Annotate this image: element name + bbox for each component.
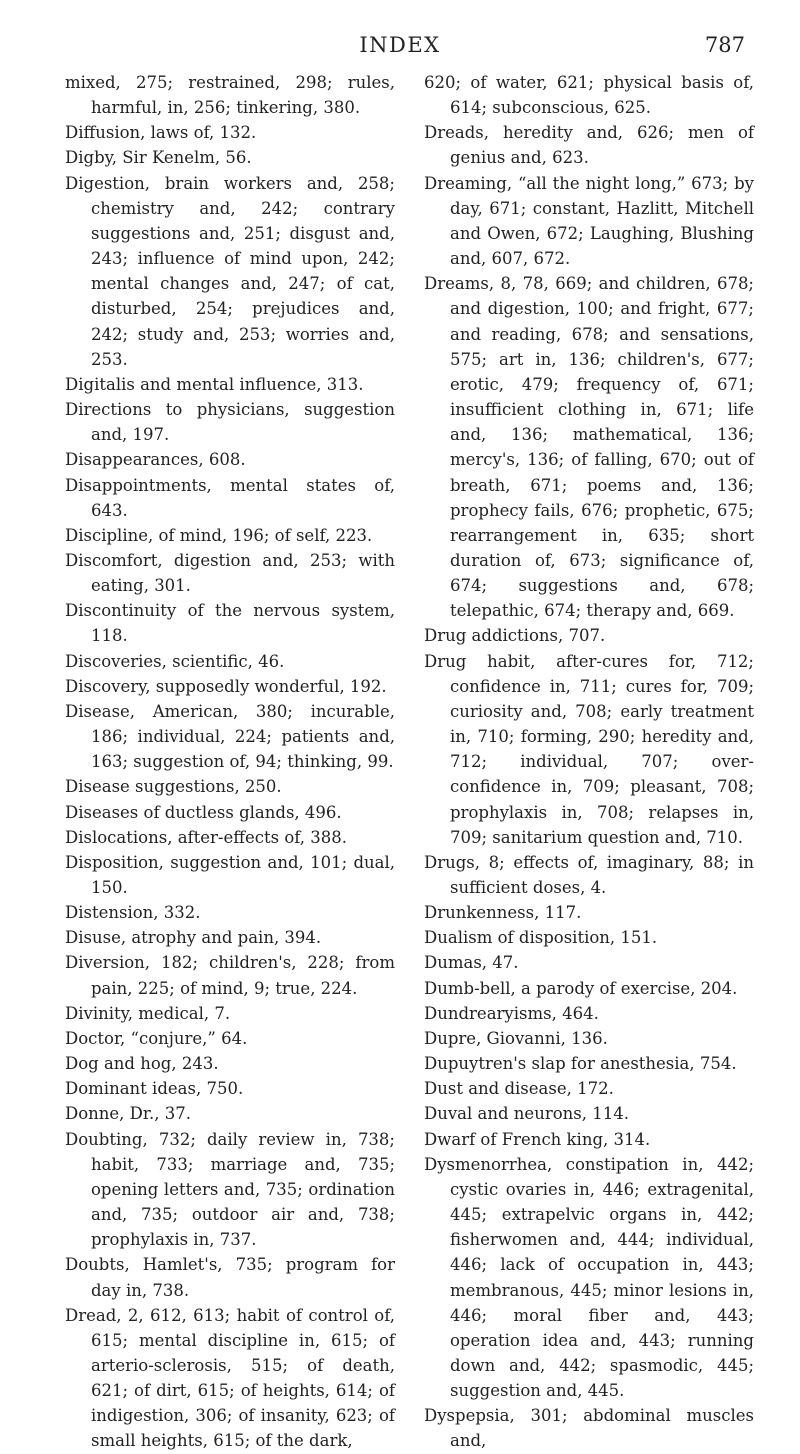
index-entry: Digitalis and mental influence, 313. (65, 374, 364, 394)
index-entry: Discoveries, scientific, 46. (65, 651, 285, 671)
index-entry: Disposition, suggestion and, 101; dual, 150. (65, 852, 395, 897)
index-entry: Disease, American, 380; incurable, 186; individual, 224; patients and, 163; suggestion of, 94; thinking, 99. (65, 701, 395, 772)
index-entry: Dread, 2, 612, 613; habit of control of, 615; mental discipline in, 615; of arterio-sclerosis, 515; of death, 621; of dirt, 615; of heights, 614; of indigestion, 306; of insanity, 623; of small heights, 615; of the dark, (65, 1305, 395, 1451)
index-entry: Donne, Dr., 37. (65, 1104, 191, 1124)
index-entry: Discipline, of mind, 196; of self, 223. (65, 525, 373, 545)
index-entry: Discovery, supposedly wonderful, 192. (65, 676, 387, 696)
index-entry: Dundrearyisms, 464. (424, 1003, 599, 1023)
index-entry: Dreams, 8, 78, 669; and children, 678; and digestion, 100; and fright, 677; and reading, 678; and sensations, 575; art in, 136; children's, 677; erotic, 479; frequency of, 671; insufficient clothing in, 671; life and, 136; mathematical, 136; mercy's, 136; of falling, 670; out of breath, 671; poems and, 136; prophecy fails, 676; prophetic, 675; rearrangement in, 635; short duration of, 673; significance of, 674; suggestions and, 678; telepathic, 674; therapy and, 669. (424, 274, 754, 621)
running-head (0, 33, 800, 63)
index-entry: Dog and hog, 243. (65, 1054, 219, 1074)
index-entry: Discomfort, digestion and, 253; with eating, 301. (65, 550, 395, 596)
index-entry: Drunkenness, 117. (424, 903, 582, 923)
page-title: INDEX (359, 33, 441, 57)
index-entry: Disappointments, mental states of, 643. (65, 475, 395, 520)
index-entry: Dislocations, after-effects of, 388. (65, 827, 348, 847)
index-entry: Dwarf of French king, 314. (424, 1129, 651, 1149)
index-entry: Dumb-bell, a parody of exercise, 204. (424, 978, 738, 998)
index-entry: Drugs, 8; effects of, imaginary, 88; in sufficient doses, 4. (424, 852, 754, 897)
index-column-right (424, 70, 754, 1454)
index-entry: Dupuytren's slap for anesthesia, 754. (424, 1054, 737, 1074)
index-entry: Dominant ideas, 750. (65, 1079, 244, 1099)
index-entry: Dreaming, “all the night long,” 673; by day, 671; constant, Hazlitt, Mitchell and Owen, 672; Laughing, Blushing and, 607, 672. (424, 173, 754, 269)
index-entry: Diffusion, laws of, 132. (65, 123, 257, 143)
index-entry: Dyspepsia, 301; abdominal muscles and, (424, 1406, 754, 1451)
index-entry: Doctor, “conjure,” 64. (65, 1028, 248, 1048)
index-entry: Directions to physicians, suggestion and, 197. (65, 400, 395, 445)
index-entry: Doubting, 732; daily review in, 738; habit, 733; marriage and, 735; opening letters and, 735; ordination and, 735; outdoor air and, 738; prophylaxis in, 737. (65, 1129, 395, 1250)
index-entry: Digby, Sir Kenelm, 56. (65, 148, 252, 168)
index-entry: Dust and disease, 172. (424, 1079, 614, 1099)
index-entry: Diseases of ductless glands, 496. (65, 802, 342, 822)
index-entry: mixed, 275; restrained, 298; rules, harmful, in, 256; tinkering, 380. (65, 73, 395, 118)
index-entry: Disuse, atrophy and pain, 394. (65, 928, 322, 948)
index-entry: Dumas, 47. (424, 953, 519, 973)
index-entry: Distension, 332. (65, 903, 201, 923)
index-entry: Dreads, heredity and, 626; men of genius and, 623. (424, 123, 754, 168)
index-entry: Dualism of disposition, 151. (424, 928, 658, 948)
index-entry: Doubts, Hamlet's, 735; program for day in, 738. (65, 1255, 395, 1300)
index-entry: Divinity, medical, 7. (65, 1003, 231, 1023)
index-entry: Discontinuity of the nervous system, 118. (65, 601, 395, 646)
index-entry: Diversion, 182; children's, 228; from pain, 225; of mind, 9; true, 224. (65, 953, 395, 998)
index-entry: 620; of water, 621; physical basis of, 614; subconscious, 625. (424, 73, 754, 118)
index-entry: Disappearances, 608. (65, 450, 246, 470)
index-column-left (65, 70, 395, 1454)
index-entry: Dysmenorrhea, constipation in, 442; cystic ovaries in, 446; extragenital, 445; extrapelvic organs in, 442; fisherwomen and, 444; individual, 446; lack of occupation in, 443; membranous, 445; minor lesions in, 446; moral fiber and, 443; operation idea and, 443; running down and, 442; spasmodic, 445; suggestion and, 445. (424, 1154, 754, 1401)
index-entry: Digestion, brain workers and, 258; chemistry and, 242; contrary suggestions and, 251; disgust and, 243; influence of mind upon, 242; mental changes and, 247; of cat, disturbed, 254; prejudices and, 242; study and, 253; worries and, 253. (65, 173, 395, 369)
page-number: 787 (704, 33, 745, 57)
index-entry: Dupre, Giovanni, 136. (424, 1028, 608, 1048)
index-entry: Duval and neurons, 114. (424, 1104, 629, 1124)
index-entry: Drug addictions, 707. (424, 626, 606, 646)
index-entry: Drug habit, after-cures for, 712; confidence in, 711; cures for, 709; curiosity and, 708; early treatment in, 710; forming, 290; heredity and, 712; individual, 707; over-confidence in, 709; pleasant, 708; prophylaxis in, 708; relapses in, 709; sanitarium question and, 710. (424, 651, 754, 847)
index-entry: Disease suggestions, 250. (65, 777, 282, 797)
